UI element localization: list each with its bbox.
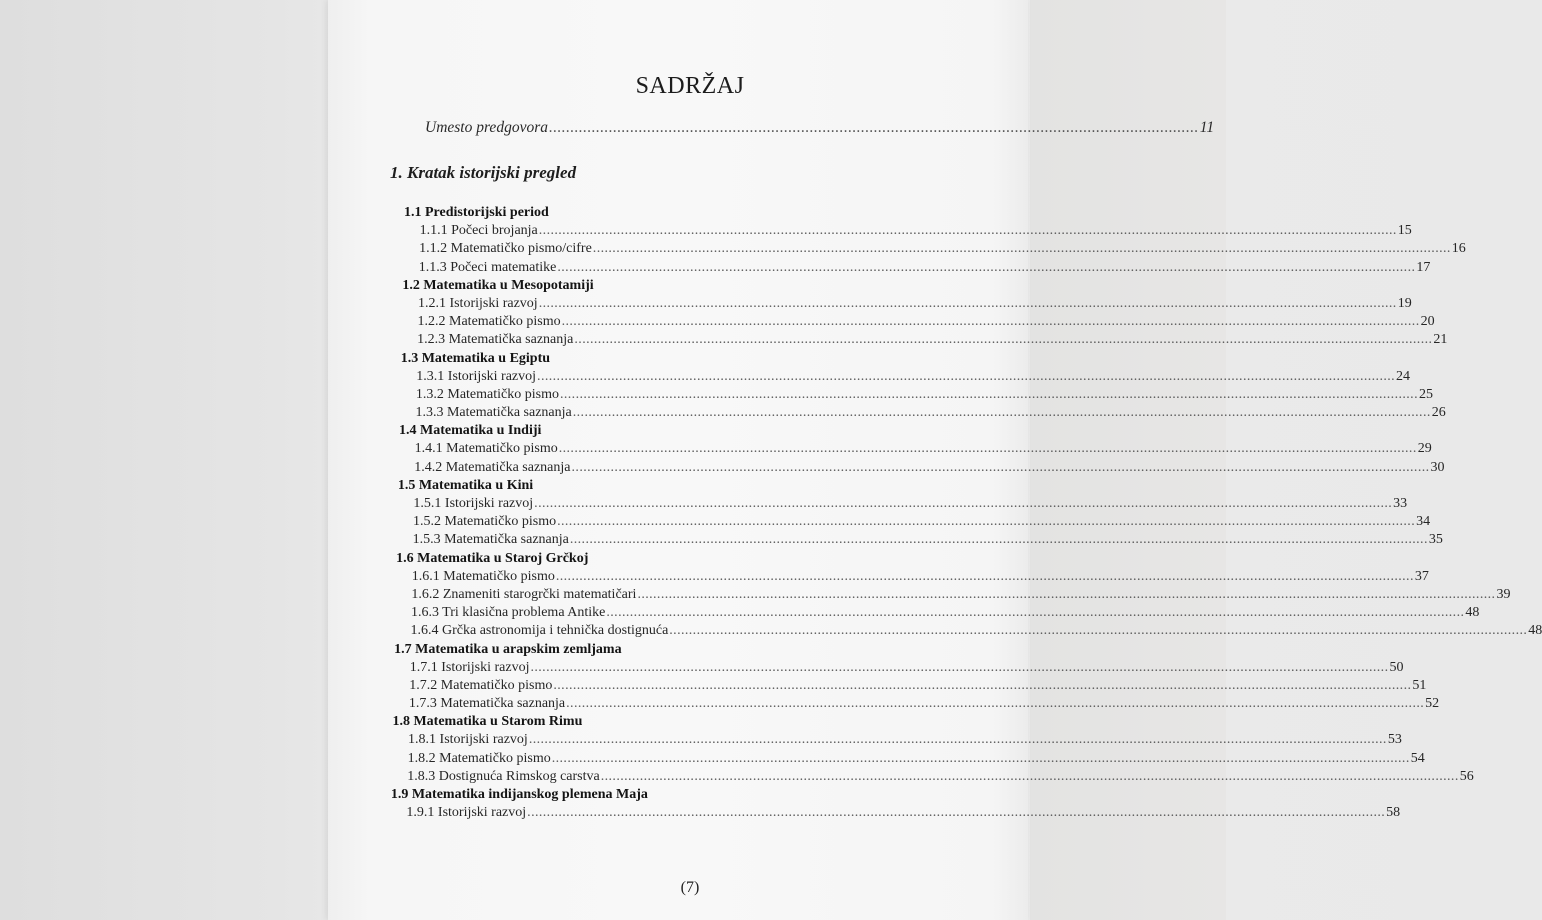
toc-entry-page: 56 bbox=[1459, 768, 1474, 784]
dot-leader: ............................................................................................................................................................................................................................ bbox=[561, 314, 1420, 330]
dot-leader: ............................................................................................................................................................................................................................ bbox=[534, 496, 1393, 511]
toc-entry-label: 1.6.4 Grčka astronomija i tehnička dostignuća bbox=[410, 623, 669, 639]
dot-leader: ............................................................................................................................................................................................................................ bbox=[572, 405, 1431, 421]
toc-entry-label: 1.8.1 Istorijski razvoj bbox=[408, 732, 528, 748]
toc-entry-label: 1.3.3 Matematička saznanja bbox=[415, 405, 572, 421]
dot-leader: ............................................................................................................................................................................................................................ bbox=[557, 259, 1416, 275]
dot-leader: ............................................................................................................................................................................................................................ bbox=[551, 750, 1410, 766]
toc-entry-label: 1.6.1 Matematičko pismo bbox=[411, 568, 555, 584]
toc-entry-page: 17 bbox=[1416, 259, 1431, 275]
toc-preface-page: 11 bbox=[1199, 119, 1215, 136]
dot-leader: ............................................................................................................................................................................................................................ bbox=[606, 605, 1465, 621]
toc-entry-label: 1.2.1 Istorijski razvoj bbox=[417, 295, 538, 311]
chapter-heading: 1. Kratak istorijski pregled bbox=[390, 163, 577, 182]
toc-section-heading bbox=[401, 351, 1028, 369]
toc-entry-page: 50 bbox=[1389, 659, 1404, 675]
toc-entry-row bbox=[413, 514, 1431, 532]
toc-entry-row bbox=[414, 441, 1432, 459]
toc-entry-page: 20 bbox=[1420, 314, 1435, 330]
toc-entry-label: 1.5.3 Matematička saznanja bbox=[412, 532, 569, 548]
toc-entry-page: 52 bbox=[1425, 696, 1440, 712]
toc-entry-page: 29 bbox=[1417, 441, 1432, 457]
dot-leader: ............................................................................................................................................................................................................................ bbox=[537, 368, 1396, 384]
toc-entry-page: 16 bbox=[1451, 241, 1466, 257]
toc-section-heading bbox=[402, 278, 1028, 296]
toc-entry-page: 48 bbox=[1465, 605, 1480, 621]
toc-entry-row bbox=[416, 368, 1411, 387]
toc-entry-page: 26 bbox=[1431, 405, 1446, 421]
dot-leader: ............................................................................................................................................................................................................................ bbox=[559, 386, 1418, 402]
toc-entry-page: 53 bbox=[1387, 732, 1402, 748]
toc-entry-page: 25 bbox=[1418, 386, 1433, 402]
book-page bbox=[328, 0, 1542, 920]
toc-entry-label: 1.7.3 Matematička saznanja bbox=[408, 696, 566, 712]
toc-entry-page: 30 bbox=[1430, 459, 1445, 475]
dot-leader: ............................................................................................................................................................................................................................ bbox=[558, 441, 1417, 457]
toc-entry-label: 1.6.2 Znameniti starogrčki matematičari bbox=[411, 586, 637, 602]
toc-entry-row bbox=[414, 459, 1445, 478]
dot-leader: ............................................................................................................................................................................................................................ bbox=[528, 732, 1387, 748]
page-number: (7) bbox=[680, 879, 700, 896]
dot-leader: ............................................................................................................................................................................................................................ bbox=[600, 768, 1459, 784]
toc-section-label: 1.1 Predistorijski period bbox=[404, 205, 549, 220]
toc-entry-row bbox=[408, 696, 1440, 714]
dot-leader: ............................................................................................................................................................................................................................ bbox=[637, 586, 1496, 602]
toc-entry-label: 1.5.2 Matematičko pismo bbox=[413, 514, 557, 530]
toc-entry-label: 1.5.1 Istorijski razvoj bbox=[413, 496, 534, 511]
table-of-contents bbox=[328, 205, 1542, 823]
toc-section-heading bbox=[392, 714, 1028, 732]
toc-entry-page: 19 bbox=[1397, 295, 1412, 311]
toc-entry-label: 1.2.2 Matematičko pismo bbox=[417, 314, 561, 330]
dot-leader: ............................................................................................................................................................................................................................ bbox=[538, 223, 1397, 239]
toc-section-label: 1.6 Matematika u Staroj Grčkoj bbox=[396, 550, 589, 566]
toc-entry-page: 15 bbox=[1397, 223, 1412, 239]
toc-section-heading bbox=[404, 205, 1028, 223]
toc-entry-page: 34 bbox=[1416, 514, 1431, 530]
toc-section-label: 1.4 Matematika u Indiji bbox=[399, 423, 542, 439]
toc-entry-row bbox=[412, 532, 1443, 550]
dot-leader: ............................................................................................................................................................................................................................ bbox=[669, 623, 1528, 639]
toc-entry-row bbox=[415, 405, 1446, 423]
dot-leader: ............................................................................................................................................................................................................................ bbox=[569, 532, 1428, 548]
toc-entry-row bbox=[417, 332, 1448, 350]
toc-entry-row bbox=[409, 677, 1427, 696]
dot-leader: ............................................................................................................................................................................................................................ bbox=[557, 514, 1416, 530]
toc-entry-label: 1.7.1 Istorijski razvoj bbox=[409, 659, 530, 675]
toc-entry-row bbox=[413, 496, 1408, 514]
toc-entry-row bbox=[407, 750, 1425, 769]
toc-entry-label: 1.8.2 Matematičko pismo bbox=[407, 750, 551, 766]
toc-section-label: 1.5 Matematika u Kini bbox=[397, 477, 534, 493]
toc-entry-label: 1.9.1 Istorijski razvoj bbox=[406, 805, 527, 821]
dot-leader: ............................................................................................................................................................................................................................ bbox=[566, 696, 1425, 712]
page-title: SADRŽAJ bbox=[635, 73, 745, 99]
toc-section-label: 1.9 Matematika indijanskog plemena Maja bbox=[390, 787, 648, 802]
toc-entry-row bbox=[410, 605, 1480, 623]
toc-entry-page: 24 bbox=[1396, 368, 1411, 384]
toc-entry-row bbox=[407, 768, 1474, 787]
toc-entry-row bbox=[408, 732, 1402, 750]
toc-preface-label: Umesto predgovora bbox=[425, 119, 548, 136]
dot-leader: ............................................................................................................................................................................................................................ bbox=[538, 295, 1397, 311]
toc-entry-page: 33 bbox=[1393, 496, 1408, 511]
toc-entry-page: 35 bbox=[1428, 532, 1443, 548]
dot-leader: ............................................................................................................................................................................................................................ bbox=[555, 568, 1414, 584]
toc-section-heading bbox=[396, 551, 1028, 569]
toc-entry-page: 54 bbox=[1410, 750, 1425, 766]
toc-section-heading bbox=[391, 787, 1028, 805]
dot-leader: ............................................................................................................................................................................................................................ bbox=[574, 332, 1433, 348]
toc-entry-row bbox=[406, 805, 1401, 823]
toc-entry-label: 1.1.2 Matematičko pismo/cifre bbox=[419, 241, 592, 257]
toc-entry-label: 1.6.3 Tri klasična problema Antike bbox=[410, 605, 606, 621]
dot-leader: ............................................................................................................................................................................................................................ bbox=[530, 659, 1389, 675]
toc-entry-label: 1.3.2 Matematičko pismo bbox=[415, 386, 559, 402]
toc-entry-row bbox=[415, 386, 1433, 405]
toc-entry-label: 1.4.2 Matematička saznanja bbox=[414, 459, 571, 475]
toc-entry-page: 21 bbox=[1433, 332, 1448, 348]
toc-entry-page: 39 bbox=[1496, 586, 1511, 602]
toc-section-label: 1.3 Matematika u Egiptu bbox=[400, 350, 551, 366]
toc-section-label: 1.7 Matematika u arapskim zemljama bbox=[394, 641, 622, 657]
toc-entry-page: 37 bbox=[1414, 568, 1429, 584]
toc-section-heading bbox=[398, 478, 1028, 496]
dot-leader: ............................................................................................................................................................................................................................ bbox=[571, 459, 1430, 475]
dot-leader: ........................................................................................................................................................ bbox=[548, 119, 1199, 136]
toc-entry-row bbox=[411, 586, 1511, 605]
toc-entry-label: 1.3.1 Istorijski razvoj bbox=[416, 368, 537, 384]
toc-section-heading bbox=[394, 642, 1028, 660]
toc-entry-row bbox=[419, 223, 1412, 241]
toc-entry-label: 1.2.3 Matematička saznanja bbox=[417, 332, 574, 348]
dot-leader: ............................................................................................................................................................................................................................ bbox=[553, 677, 1412, 693]
toc-entry-page: 58 bbox=[1386, 805, 1401, 821]
toc-entry-label: 1.4.1 Matematičko pismo bbox=[414, 441, 558, 457]
toc-entry-label: 1.1.3 Počeci matematike bbox=[418, 259, 557, 275]
toc-entry-row bbox=[410, 623, 1542, 641]
toc-section-label: 1.8 Matematika u Starom Rimu bbox=[392, 714, 583, 730]
toc-entry-label: 1.7.2 Matematičko pismo bbox=[409, 677, 553, 693]
toc-entry-row bbox=[411, 568, 1429, 587]
toc-section-heading bbox=[399, 423, 1028, 441]
dot-leader: ............................................................................................................................................................................................................................ bbox=[592, 241, 1451, 257]
toc-entry-label: 1.8.3 Dostignuća Rimskog carstva bbox=[407, 768, 600, 784]
toc-entry-label: 1.1.1 Počeci brojanja bbox=[419, 223, 538, 239]
toc-preface-row bbox=[425, 119, 1215, 137]
toc-entry-page: 51 bbox=[1412, 677, 1427, 693]
toc-entry-row bbox=[417, 314, 1435, 332]
toc-entry-row bbox=[418, 259, 1431, 278]
toc-section-label: 1.2 Matematika u Mesopotamiji bbox=[402, 277, 594, 293]
dot-leader: ............................................................................................................................................................................................................................ bbox=[527, 805, 1386, 821]
toc-entry-row bbox=[417, 295, 1412, 314]
toc-entry-row bbox=[419, 241, 1466, 259]
toc-entry-page: 48 bbox=[1528, 623, 1542, 639]
toc-entry-row bbox=[409, 659, 1404, 678]
